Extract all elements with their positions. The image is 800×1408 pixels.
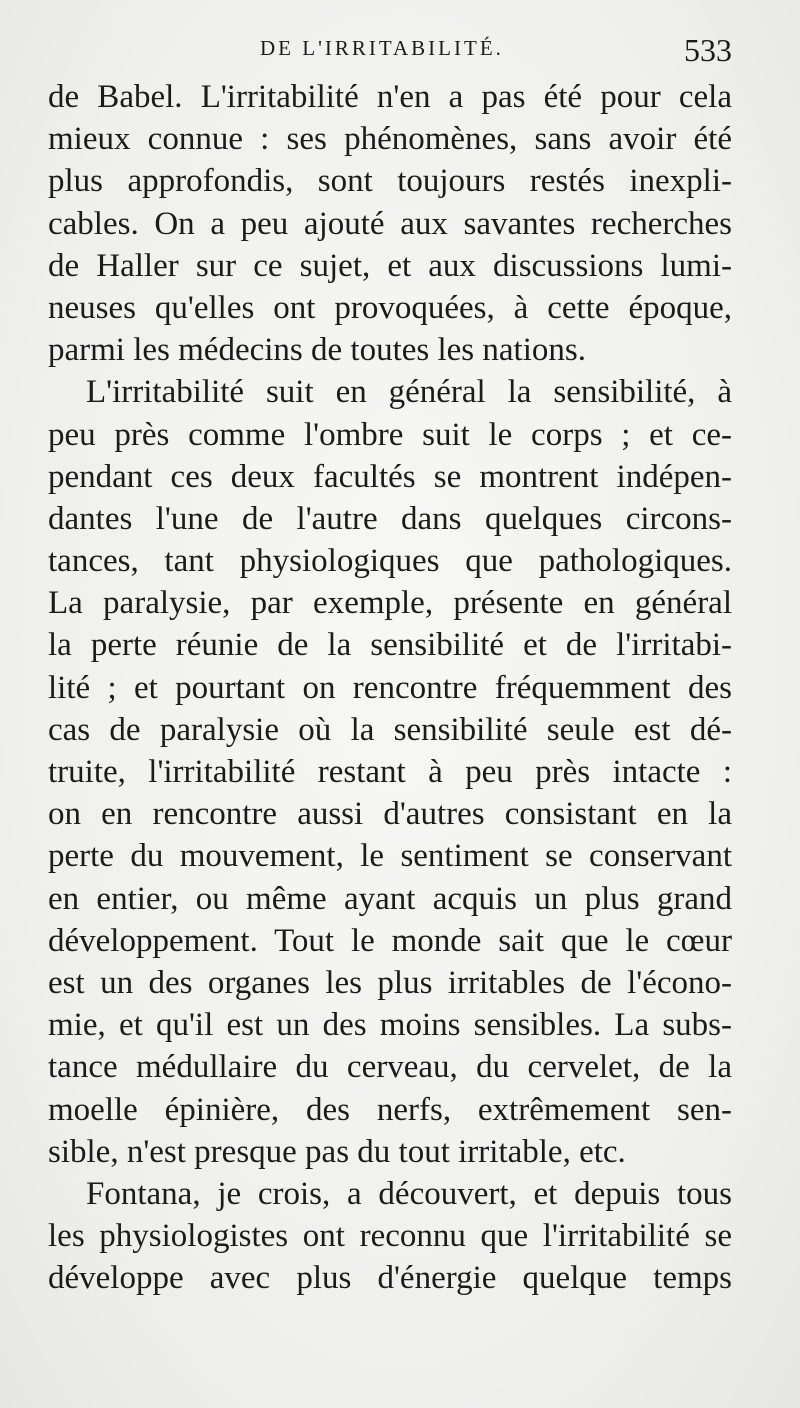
text-line: perte du mouvement, le sentiment se conservant [48,838,732,875]
text-line: de Babel. L'irritabilité n'en a pas été pour cela [48,79,732,115]
text-line: sible, n'est presque pas du tout irritable, etc. [48,1133,626,1170]
text-line: la perte réunie de la sensibilité et de l'irritabi- [48,627,732,664]
text-line: La paralysie, par exemple, présente en général [48,585,732,622]
page-number: 533 [684,32,732,68]
text-line: en entier, ou même ayant acquis un plus grand [48,880,732,917]
text-line: de Haller sur ce sujet, et aux discussions lumi- [48,247,732,284]
paragraph-first-line: L'irritabilité suit en général la sensibilité, à [86,374,732,411]
text-line: est un des organes les plus irritables de l'écono- [48,964,732,1001]
text-line: cas de paralysie où la sensibilité seule est dé- [48,711,732,748]
text-line: développement. Tout le monde sait que le cœur [48,922,732,959]
text-line: développe avec plus d'énergie quelque temps [48,1260,732,1297]
text-line: plus approfondis, sont toujours restés inexpli- [48,163,732,200]
text-line: on en rencontre aussi d'autres consistant en la [48,796,732,833]
running-title: DE L'IRRITABILITÉ. [260,36,504,60]
text-line: truite, l'irritabilité restant à peu près intacte : [48,754,732,790]
text-line: tance médullaire du cerveau, du cervelet, de la [48,1049,732,1086]
paragraph-first-line: Fontana, je crois, a découvert, et depuis tous [86,1175,732,1212]
text-line: tances, tant physiologiques que pathologiques. [48,543,732,580]
text-line: pendant ces deux facultés se montrent indépen- [48,458,732,495]
text-line: mie, et qu'il est un des moins sensibles. La subs- [48,1007,732,1044]
page-header [48,28,732,72]
text-line: les physiologistes ont reconnu que l'irritabilité se [48,1218,732,1255]
text-line: mieux connue : ses phénomènes, sans avoir été [48,121,732,158]
text-line: neuses qu'elles ont provoquées, à cette époque, [48,289,732,326]
text-line: lité ; et pourtant on rencontre fréquemment des [48,669,732,706]
text-line: moelle épinière, des nerfs, extrêmement sen- [48,1091,732,1128]
text-line: cables. On a peu ajouté aux savantes recherches [48,205,732,242]
body-text [48,76,732,1299]
text-line: peu près comme l'ombre suit le corps ; et ce- [48,416,732,453]
text-line: parmi les médecins de toutes les nations. [48,332,586,369]
text-line: dantes l'une de l'autre dans quelques circons- [48,500,732,537]
